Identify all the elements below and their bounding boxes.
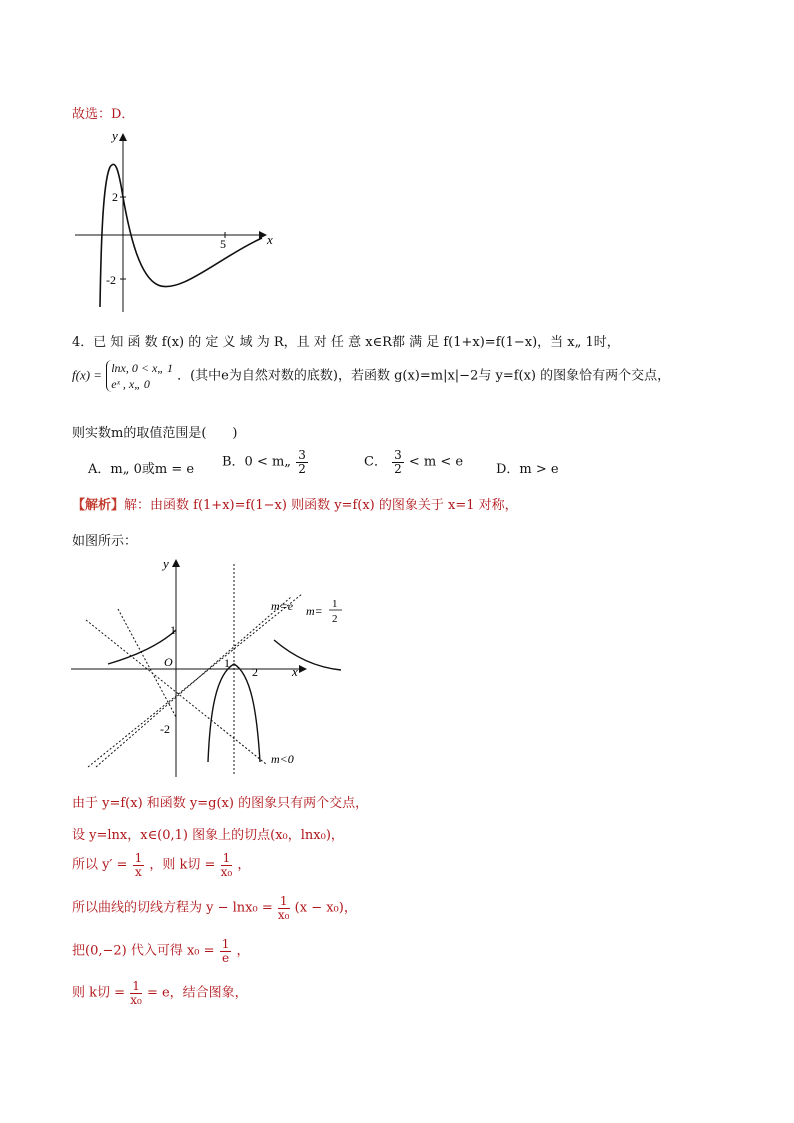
graph1-y-label: y bbox=[112, 128, 118, 143]
piecewise-lhs: f(x) = bbox=[72, 367, 103, 383]
solution-line8: 则 k切 = $\frac{1}{\text{x₀}}$ = e，结合图象， bbox=[72, 979, 248, 1007]
graph2-tick-neg2: -2 bbox=[160, 722, 170, 736]
piecewise-brace bbox=[106, 360, 173, 392]
graph-2 bbox=[66, 552, 356, 782]
graph2-x-label: x bbox=[292, 664, 298, 679]
solution-line2: 如图所示： bbox=[72, 534, 138, 549]
solution-line1-text: 解：由函数 f(1+x)=f(1−x) 则函数 y=f(x) 的图象关于 x=1 对称， bbox=[124, 498, 518, 513]
graph2-tick-1-x: 1 bbox=[224, 656, 230, 670]
answer-line: 故选：D． bbox=[72, 107, 135, 122]
graph1-tick-x-5: 5 bbox=[220, 237, 226, 251]
graph1-curve bbox=[100, 164, 262, 307]
solution-line1 bbox=[72, 494, 518, 513]
graph1-x-label: x bbox=[267, 232, 273, 247]
problem-stem-line3: 则实数m的取值范围是( ) bbox=[72, 426, 238, 441]
option-c-prefix: C． bbox=[364, 454, 387, 470]
label-m-neg: m<0 bbox=[271, 752, 294, 766]
problem-stem-line2 bbox=[72, 360, 670, 392]
option-b-frac: $\frac{3}{2}$ bbox=[298, 448, 306, 476]
stem-text-1: 已 知 函 数 f(x) 的 定 义 域 为 R，且 对 任 意 x∈R都 满 足 f(1+x)=f(1−x)，当 x„ 1时， bbox=[93, 335, 620, 350]
piece-bottom: eˣ , x„ 0 bbox=[111, 377, 150, 392]
option-d[interactable]: D．m > e bbox=[496, 462, 559, 477]
label-m-e: m=e bbox=[271, 599, 294, 613]
label-m-half-prefix: m= bbox=[306, 604, 323, 618]
graph2-origin: O bbox=[164, 655, 173, 669]
problem-stem-line1 bbox=[72, 331, 620, 350]
solution-line7: 把(0,−2) 代入可得 x₀ = $\frac{1}{e}$ ， bbox=[72, 937, 250, 965]
problem-number: 4． bbox=[72, 335, 94, 350]
graph1-tick-y-2: 2 bbox=[112, 190, 118, 204]
graph2-y-label: y bbox=[163, 556, 169, 571]
line-m-e bbox=[96, 597, 291, 767]
label-m-half-den: 2 bbox=[332, 613, 338, 625]
analysis-tag: 【解析】 bbox=[72, 498, 125, 513]
graph-1 bbox=[70, 122, 290, 318]
piece-top: lnx, 0 < x„ 1 bbox=[111, 361, 173, 375]
option-b[interactable] bbox=[222, 449, 309, 475]
line-m-half bbox=[88, 594, 302, 767]
graph2-tick-1-y: 1 bbox=[170, 623, 176, 637]
graph2-tick-2-x: 2 bbox=[252, 665, 258, 679]
solution-line3: 由于 y=f(x) 和函数 y=g(x) 的图象只有两个交点， bbox=[72, 796, 369, 811]
solution-line6: 所以曲线的切线方程为 y − lnx₀ = $\frac{1}{\text{x₀}}$ (x − x₀)， bbox=[72, 894, 357, 922]
option-a[interactable]: A．m„ 0或m = e bbox=[88, 462, 195, 477]
label-m-half-num: 1 bbox=[332, 598, 338, 610]
option-c-frac: $\frac{3}{2}$ bbox=[394, 448, 402, 476]
solution-line5: 所以 y′ = $\frac{1}{x}$ ，则 k切 = $\frac{1}{\text{x₀}}$ ， bbox=[72, 851, 251, 879]
solution-line4: 设 y=lnx，x∈(0,1) 图象上的切点(x₀，lnx₀)， bbox=[72, 828, 344, 843]
graph1-tick-y-neg2: -2 bbox=[106, 273, 116, 287]
option-c-suffix: < m < e bbox=[408, 454, 464, 470]
option-c[interactable] bbox=[364, 449, 463, 475]
curve-right bbox=[274, 640, 341, 670]
stem-text-2: ．(其中e为自然对数的底数)，若函数 g(x)=m|x|−2与 y=f(x) 的图象恰有两个交点， bbox=[177, 368, 671, 384]
option-b-text: B．0 < m„ bbox=[222, 454, 292, 470]
